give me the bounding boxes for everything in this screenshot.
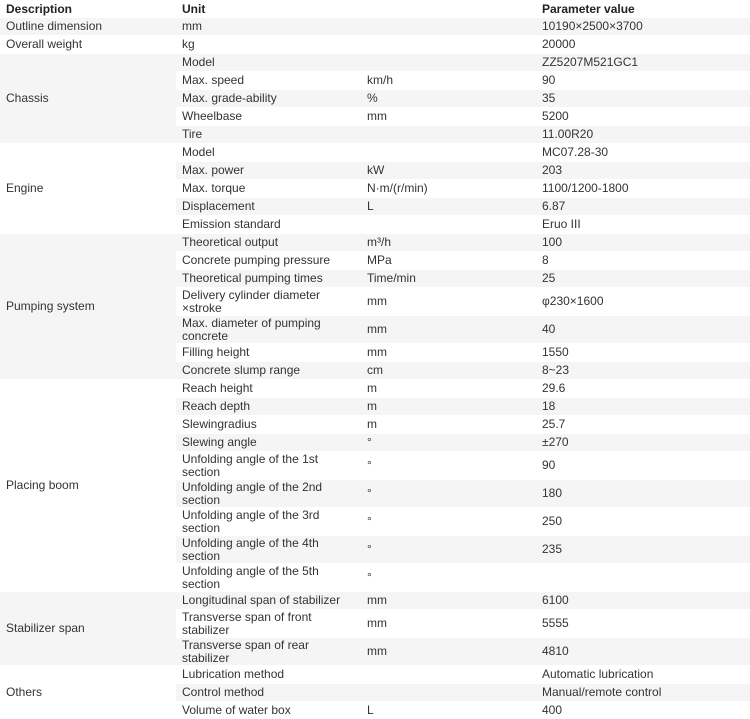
value-cell: φ230×1600 xyxy=(536,288,750,316)
value-cell: Eruo III xyxy=(536,216,750,234)
unit-cell: ° xyxy=(361,508,536,536)
item-cell: Slewingradius xyxy=(176,416,361,434)
value-cell: 203 xyxy=(536,162,750,180)
value-cell: MC07.28-30 xyxy=(536,144,750,162)
table-row xyxy=(0,380,750,398)
header-row xyxy=(0,0,750,18)
group-label: Placing boom xyxy=(0,380,176,592)
value-cell: 1100/1200-1800 xyxy=(536,180,750,198)
value-cell: 8~23 xyxy=(536,362,750,380)
item-cell: Lubrication method xyxy=(176,666,361,684)
item-cell: Transverse span of front stabilizer xyxy=(176,610,361,638)
unit-symbol-cell xyxy=(361,18,536,36)
value-cell: 10190×2500×3700 xyxy=(536,18,750,36)
unit-cell xyxy=(361,684,536,702)
value-cell: 11.00R20 xyxy=(536,126,750,144)
item-cell: Concrete pumping pressure xyxy=(176,252,361,270)
unit-cell xyxy=(361,144,536,162)
table-row xyxy=(0,666,750,684)
unit-cell: m³/h xyxy=(361,234,536,252)
item-cell: Wheelbase xyxy=(176,108,361,126)
unit-symbol-cell xyxy=(361,36,536,54)
item-cell: Model xyxy=(176,144,361,162)
item-cell: Tire xyxy=(176,126,361,144)
value-cell: 180 xyxy=(536,480,750,508)
value-cell: 1550 xyxy=(536,344,750,362)
group-label: Pumping system xyxy=(0,234,176,380)
unit-cell: ° xyxy=(361,536,536,564)
value-cell: Manual/remote control xyxy=(536,684,750,702)
unit-cell: mm xyxy=(176,18,361,36)
item-cell: Max. power xyxy=(176,162,361,180)
table-row xyxy=(0,54,750,72)
table-row xyxy=(0,234,750,252)
value-cell: Automatic lubrication xyxy=(536,666,750,684)
item-cell: Model xyxy=(176,54,361,72)
unit-cell: kW xyxy=(361,162,536,180)
value-cell xyxy=(536,564,750,592)
unit-cell: mm xyxy=(361,638,536,666)
unit-cell: mm xyxy=(361,288,536,316)
header-description: Description xyxy=(0,0,176,18)
value-cell: 29.6 xyxy=(536,380,750,398)
value-cell: 8 xyxy=(536,252,750,270)
unit-cell xyxy=(361,666,536,684)
item-cell: Reach depth xyxy=(176,398,361,416)
unit-cell: m xyxy=(361,380,536,398)
item-cell: Longitudinal span of stabilizer xyxy=(176,592,361,610)
value-cell: 20000 xyxy=(536,36,750,54)
value-cell: ZZ5207M521GC1 xyxy=(536,54,750,72)
value-cell: 5555 xyxy=(536,610,750,638)
unit-cell xyxy=(361,126,536,144)
unit-cell: m xyxy=(361,398,536,416)
item-cell: Theoretical pumping times xyxy=(176,270,361,288)
value-cell: 18 xyxy=(536,398,750,416)
item-cell: Slewing angle xyxy=(176,434,361,452)
item-cell: Unfolding angle of the 4th section xyxy=(176,536,361,564)
unit-cell: Time/min xyxy=(361,270,536,288)
item-cell: Max. diameter of pumping concrete xyxy=(176,316,361,344)
item-cell: Unfolding angle of the 3rd section xyxy=(176,508,361,536)
unit-cell: L xyxy=(361,198,536,216)
value-cell: 90 xyxy=(536,72,750,90)
unit-cell: cm xyxy=(361,362,536,380)
header-unit-symbol xyxy=(361,0,536,18)
header-parameter-value: Parameter value xyxy=(536,0,750,18)
value-cell: 6100 xyxy=(536,592,750,610)
description-cell: Overall weight xyxy=(0,36,176,54)
item-cell: Unfolding angle of the 1st section xyxy=(176,452,361,480)
unit-cell: mm xyxy=(361,108,536,126)
unit-cell: N·m/(r/min) xyxy=(361,180,536,198)
unit-cell: mm xyxy=(361,610,536,638)
unit-cell: mm xyxy=(361,344,536,362)
item-cell: Max. speed xyxy=(176,72,361,90)
group-label: Chassis xyxy=(0,54,176,144)
value-cell: 6.87 xyxy=(536,198,750,216)
group-label: Stabilizer span xyxy=(0,592,176,666)
table-row xyxy=(0,36,750,54)
item-cell: Max. torque xyxy=(176,180,361,198)
unit-cell xyxy=(361,54,536,72)
unit-cell: m xyxy=(361,416,536,434)
item-cell: Control method xyxy=(176,684,361,702)
value-cell: ±270 xyxy=(536,434,750,452)
table-row xyxy=(0,144,750,162)
unit-cell xyxy=(361,216,536,234)
value-cell: 25 xyxy=(536,270,750,288)
item-cell: Concrete slump range xyxy=(176,362,361,380)
group-label: Engine xyxy=(0,144,176,234)
item-cell: Emission standard xyxy=(176,216,361,234)
unit-cell: mm xyxy=(361,592,536,610)
item-cell: Delivery cylinder diameter ×stroke xyxy=(176,288,361,316)
value-cell: 400 xyxy=(536,702,750,719)
value-cell: 5200 xyxy=(536,108,750,126)
unit-cell: L xyxy=(361,702,536,719)
item-cell: Unfolding angle of the 5th section xyxy=(176,564,361,592)
item-cell: Theoretical output xyxy=(176,234,361,252)
description-cell: Outline dimension xyxy=(0,18,176,36)
unit-cell: % xyxy=(361,90,536,108)
unit-cell: km/h xyxy=(361,72,536,90)
group-label: Others xyxy=(0,666,176,719)
unit-cell: MPa xyxy=(361,252,536,270)
value-cell: 35 xyxy=(536,90,750,108)
header-unit: Unit xyxy=(176,0,361,18)
item-cell: Filling height xyxy=(176,344,361,362)
unit-cell: ° xyxy=(361,452,536,480)
value-cell: 235 xyxy=(536,536,750,564)
table-row xyxy=(0,592,750,610)
value-cell: 25.7 xyxy=(536,416,750,434)
table-row xyxy=(0,18,750,36)
item-cell: Volume of water box xyxy=(176,702,361,719)
unit-cell: ° xyxy=(361,564,536,592)
unit-cell: kg xyxy=(176,36,361,54)
spec-body xyxy=(0,18,750,719)
item-cell: Displacement xyxy=(176,198,361,216)
item-cell: Transverse span of rear stabilizer xyxy=(176,638,361,666)
value-cell: 4810 xyxy=(536,638,750,666)
item-cell: Unfolding angle of the 2nd section xyxy=(176,480,361,508)
unit-cell: mm xyxy=(361,316,536,344)
unit-cell: ° xyxy=(361,434,536,452)
item-cell: Reach height xyxy=(176,380,361,398)
value-cell: 40 xyxy=(536,316,750,344)
value-cell: 250 xyxy=(536,508,750,536)
item-cell: Max. grade-ability xyxy=(176,90,361,108)
unit-cell: ° xyxy=(361,480,536,508)
value-cell: 90 xyxy=(536,452,750,480)
value-cell: 100 xyxy=(536,234,750,252)
